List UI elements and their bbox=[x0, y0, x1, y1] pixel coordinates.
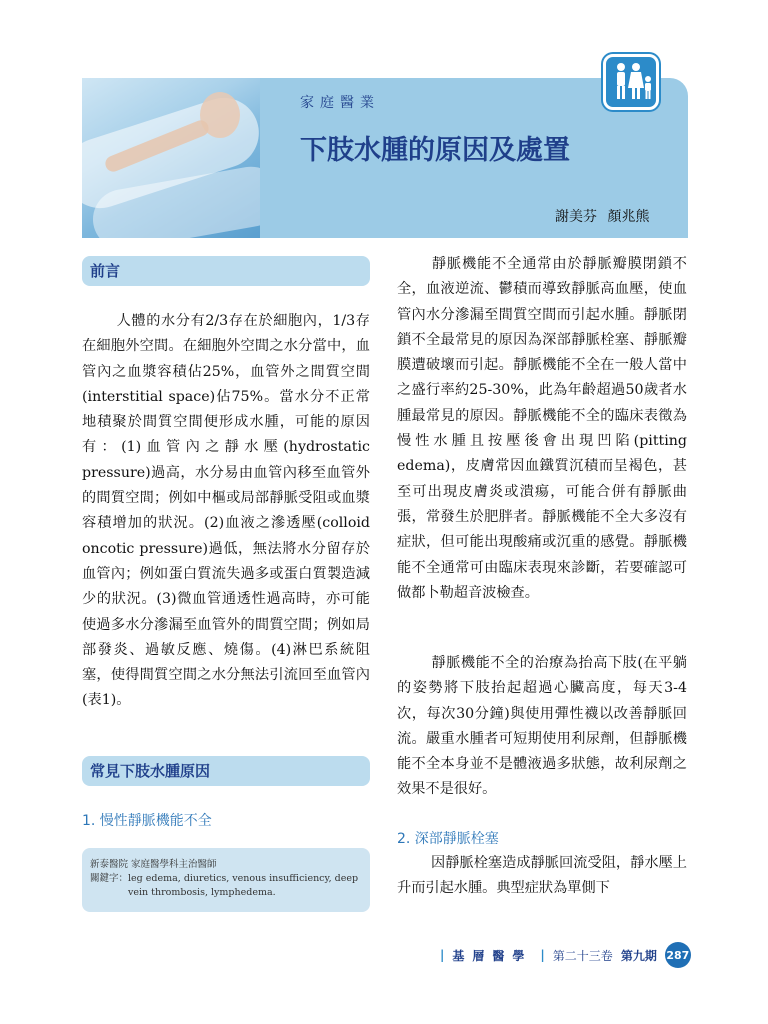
subheading-chronic-venous-insufficiency: 1. 慢性靜脈機能不全 bbox=[82, 813, 212, 829]
issue: 第九期 bbox=[620, 948, 657, 963]
affiliation: 新泰醫院 家庭醫學科主治醫師 bbox=[90, 859, 217, 870]
intro-paragraph-text: 人體的水分有2/3存在於細胞內，1/3存在細胞外空間。在細胞外空間之水分當中，血管內之血漿容積佔25%，血管外之間質空間(interstitial space)佔75%。當水分不正常地積聚於間質空間便形成水腫，可能的原因有：(1)血管內之靜水壓(hydrostatic pressure)過高，水分易由血管內移至血管外的間質空間；例如中樞或局部靜脈受阻或血漿容積增加的狀況。(2)血液之滲透壓(colloid oncotic pressure)過低，無法將水分留存於血管內；例如蛋白質流失過多或蛋白質製造減少的狀況。(3)微血管通透性過高時，亦可能使過多水分滲漏至血管外的間質空間；例如局部發炎、過敏反應、燒傷。(4)淋巴系統阻塞，使得間質空間之水分無法引流回至血管內(表1)。 bbox=[82, 313, 370, 709]
category-label: 家庭醫業 bbox=[300, 95, 380, 111]
treatment-paragraph bbox=[397, 651, 687, 803]
venous-insufficiency-paragraph bbox=[397, 252, 687, 606]
volume: 第二十三卷 bbox=[552, 948, 613, 963]
keywords-label: 關鍵字： bbox=[90, 873, 129, 884]
page-footer: | 基層醫學 | 第二十三卷 第九期 287 bbox=[440, 942, 691, 968]
section-heading-causes: 常見下肢水腫原因 bbox=[82, 756, 370, 786]
dvt-paragraph bbox=[397, 851, 687, 902]
intro-paragraph bbox=[82, 309, 370, 714]
header-photo bbox=[82, 78, 260, 238]
author-info-box bbox=[82, 848, 370, 912]
authors: 謝美芬 顏兆熊 bbox=[555, 209, 650, 225]
family-icon bbox=[603, 54, 659, 110]
article-title: 下肢水腫的原因及處置 bbox=[300, 135, 570, 166]
subheading-deep-vein-thrombosis: 2. 深部靜脈栓塞 bbox=[397, 831, 499, 847]
treatment-text: 靜脈機能不全的治療為抬高下肢(在平躺的姿勢將下肢抬起超過心臟高度，每天3-4次，每次30分鐘)與使用彈性襪以改善靜脈回流。嚴重水腫者可短期使用利尿劑，但靜脈機能不全本身並不是體液過多狀態，故利尿劑之效果不是很好。 bbox=[397, 655, 687, 798]
journal-name: 基層醫學 bbox=[452, 948, 533, 963]
keywords: leg edema, diuretics, venous insufficiency, deep vein thrombosis, lymphedema. bbox=[128, 873, 359, 898]
section-heading-intro: 前言 bbox=[82, 256, 370, 286]
dvt-text: 因靜脈栓塞造成靜脈回流受阻，靜水壓上升而引起水腫。典型症狀為單側下 bbox=[397, 855, 687, 897]
venous-insufficiency-text: 靜脈機能不全通常由於靜脈瓣膜閉鎖不全，血液逆流、鬱積而導致靜脈高血壓，使血管內水分滲漏至間質空間而引起水腫。靜脈閉鎖不全最常見的原因為深部靜脈栓塞、靜脈瓣膜遭破壞而引起。靜脈機能不全在一般人當中之盛行率約25-30%，此為年齡超過50歲者水腫最常見的原因。靜脈機能不全的臨床表徵為慢性水腫且按壓後會出現凹陷(pitting edema)，皮膚常因血鐵質沉積而呈褐色，甚至可出現皮膚炎或潰瘍，可能合併有靜脈曲張，常發生於肥胖者。靜脈機能不全大多沒有症狀，但可能出現酸痛或沉重的感覺。靜脈機能不全通常可由臨床表現來診斷，若要確認可做都卜勒超音波檢查。 bbox=[397, 256, 687, 601]
page-number: 287 bbox=[665, 942, 691, 968]
